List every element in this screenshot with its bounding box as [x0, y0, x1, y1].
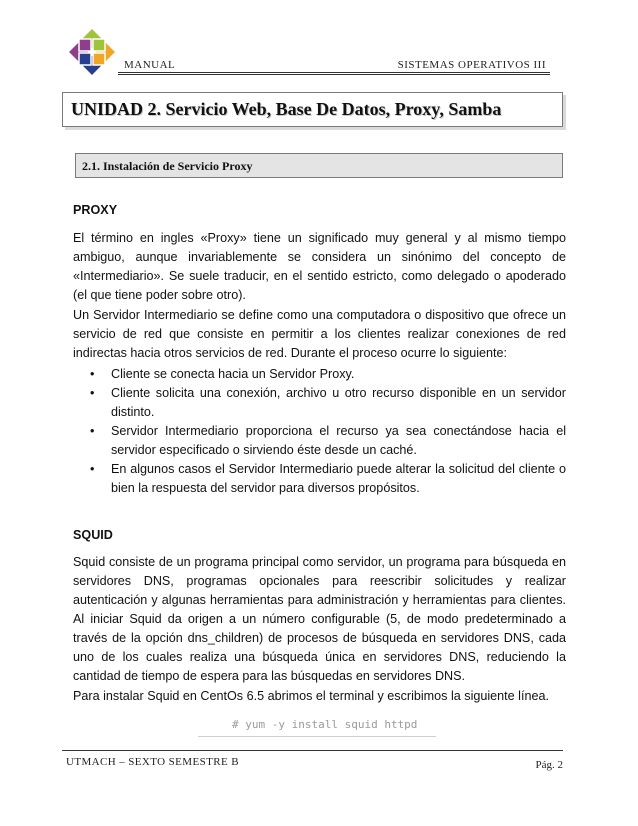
section-title: 2.1. Instalación de Servicio Proxy: [82, 159, 253, 173]
command-underline: [198, 736, 436, 737]
proxy-paragraph-2: Un Servidor Intermediario se define como una computadora o dispositivo que ofrece un servicio de red que consiste en permitir a los clientes realizar conexiones de red indirectas hacia otros servicios de red. Durante el proceso ocurre lo siguiente:: [73, 308, 566, 360]
proxy-bullet-list: [73, 365, 566, 498]
footer-left-text: UTMACH – SEXTO SEMESTRE B: [66, 756, 239, 768]
squid-paragraph-2: Para instalar Squid en CentOs 6.5 abrimos el terminal y escribimos la siguiente línea.: [73, 689, 549, 703]
unit-title: UNIDAD 2. Servicio Web, Base De Datos, Proxy, Samba: [71, 99, 502, 119]
proxy-heading: PROXY: [73, 203, 118, 217]
header-right-text: SISTEMAS OPERATIVOS III: [397, 59, 546, 71]
footer-divider: [62, 750, 563, 751]
proxy-paragraph-1: El término en ingles «Proxy» tiene un significado muy general y al mismo tiempo ambiguo, aunque invariablemente se considera un sinónimo del concepto de «Intermediario». Se suele traducir, en el sentido estricto, como delegado o apoderado (el que tiene poder sobre otro).: [73, 231, 566, 302]
list-item: [73, 384, 566, 422]
list-item: [73, 365, 566, 384]
list-item-text: Servidor Intermediario proporciona el recurso ya sea conectándose hacia el servidor especificado o sirviendo éste desde un caché.: [111, 424, 566, 457]
list-item-text: Cliente se conecta hacia un Servidor Proxy.: [111, 367, 355, 381]
bullet-icon: •: [90, 462, 95, 476]
centos-logo: [62, 22, 122, 82]
section-title-box: [75, 153, 563, 178]
unit-title-box: [62, 92, 563, 127]
header-divider: [118, 72, 550, 73]
list-item: [73, 460, 566, 498]
header-left-text: MANUAL: [124, 59, 176, 71]
squid-paragraph-1: Squid consiste de un programa principal como servidor, un programa para búsqueda en servidores DNS, programas opcionales para reescribir solicitudes y realizar autenticación y algunas herramientas para administración y herramientas para clientes. Al iniciar Squid da origen a un número configurable (5, de modo predeterminado a través de la opción dns_children) de procesos de búsqueda en servidores DNS, cada uno de los cuales realiza una búsqueda única en servidores DNS, reduciendo la cantidad de tiempo de espera para las búsquedas en servidores DNS.: [73, 555, 566, 683]
list-item-text: En algunos casos el Servidor Intermediario puede alterar la solicitud del cliente o bien la respuesta del servidor para diversos propósitos.: [111, 462, 566, 495]
bullet-icon: •: [90, 424, 95, 438]
squid-heading: SQUID: [73, 528, 113, 542]
bullet-icon: •: [90, 367, 95, 381]
bullet-icon: •: [90, 386, 95, 400]
install-command: # yum -y install squid httpd: [232, 718, 418, 731]
list-item-text: Cliente solicita una conexión, archivo u otro recurso disponible en un servidor distinto.: [111, 386, 566, 419]
page-number: Pág. 2: [535, 759, 563, 771]
list-item: [73, 422, 566, 460]
header-divider-2: [118, 74, 550, 75]
